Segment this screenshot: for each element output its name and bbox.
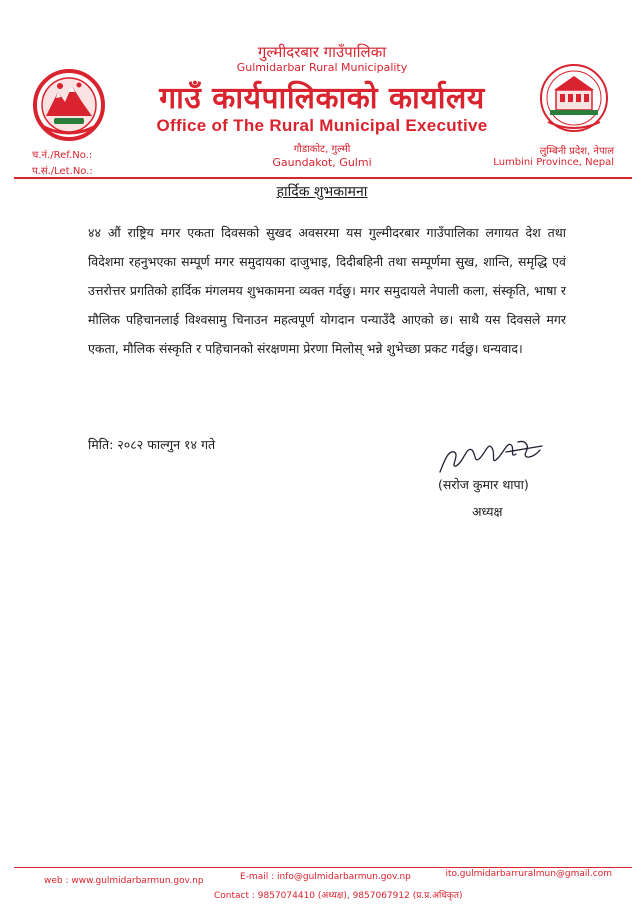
letter-date: मिति: २०८२ फाल्गुन १४ गते — [88, 437, 216, 452]
footer-contact: Contact : 9857074410 (अध्यक्ष), 9857067912 (प्र.प्र.अधिकृत) — [214, 891, 463, 901]
footer-website[interactable]: web : www.gulmidarbarmun.gov.np — [44, 876, 204, 886]
header-divider — [14, 177, 632, 179]
signer-name: (सरोज कुमार थापा) — [438, 477, 529, 492]
handwritten-signature — [434, 432, 554, 478]
municipality-name-en: Gulmidarbar Rural Municipality — [236, 61, 408, 74]
letter-no-label: प.सं./Let.No.: — [32, 166, 93, 177]
office-title-en: Office of The Rural Municipal Executive — [156, 116, 488, 135]
footer-email[interactable]: E-mail : info@gulmidarbarmun.gov.np — [240, 872, 411, 882]
signer-designation: अध्यक्ष — [472, 504, 503, 519]
letter-subject: हार्दिक शुभकामना — [276, 184, 368, 200]
ref-no-label: च.नं./Ref.No.: — [32, 150, 93, 161]
province-np: लुम्बिनी प्रदेश, नेपाल — [539, 146, 614, 157]
letter-body: ४४ औं राष्ट्रिय मगर एकता दिवसको सुखद अवसरमा यस गुल्मीदरबार गाउँपालिका लगायत देश तथा विदेशमा रहनुभएका सम्पूर्ण मगर समुदायका दाजुभाइ, दिदीबहिनी तथा सम्पूर्णमा सुख, शान्ति, समृद्धि एवं उत्तरोत्तर प्रगतिको हार्दिक मंगलमय शुभकामना व्यक्त गर्दछु। मगर समुदायले नेपाली कला, संस्कृति, भाषा र मौलिक पहिचानलाई विश्वसामु चिनाउन महत्वपूर्ण योगदान पन्याउँदै आएको छ। साथै यस दिवसले मगर एकता, मौलिक संस्कृति र पहिचानको संरक्षणमा प्रेरणा मिलोस् भन्ने शुभेच्छा प्रकट गर्दछु। धन्यवाद। — [88, 225, 566, 356]
footer-divider — [14, 867, 632, 868]
municipality-name-np: गुल्मीदरबार गाउँपालिका — [257, 43, 387, 61]
office-title-np: गाउँ कार्यपालिकाको कार्यालय — [159, 81, 485, 116]
address-np: गौडाकोट, गुल्मी — [293, 144, 351, 155]
footer-email-alt[interactable]: ito.gulmidarbarruralmun@gmail.com — [445, 869, 612, 879]
province-en: Lumbini Province, Nepal — [493, 157, 614, 168]
address-en: Gaundakot, Gulmi — [272, 156, 372, 169]
